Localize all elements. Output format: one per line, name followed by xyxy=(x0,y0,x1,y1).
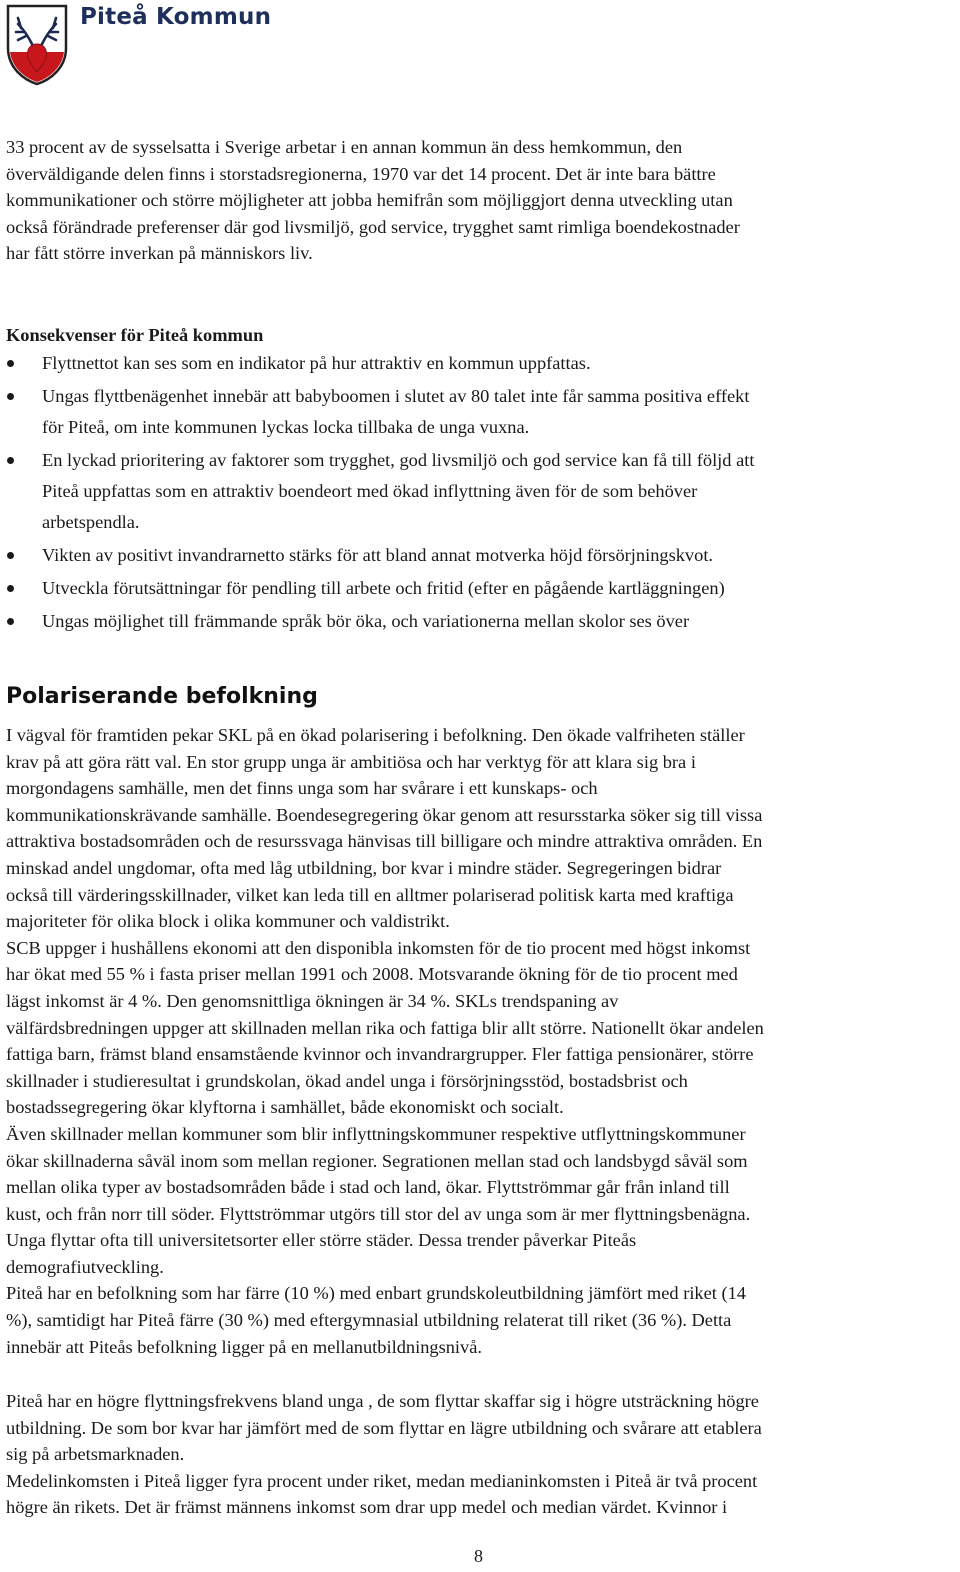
bullet-item xyxy=(0,348,754,379)
text-line: kust, och från norr till söder. Flyttströmmar utgörs till stor del av unga som är mer flyttningsbenägna. xyxy=(6,1203,751,1224)
text-line: sig på arbetsmarknaden. xyxy=(6,1444,185,1465)
text-line: har fått större inverkan på människors liv. xyxy=(6,243,313,264)
page-header xyxy=(0,0,960,92)
text-line: innebär att Piteås befolkning ligger på en mellanutbildningsnivå. xyxy=(6,1336,483,1357)
bullet-item xyxy=(0,573,754,604)
text-line: bostadssegregering ökar klyftorna i samhället, både ekonomiskt och socialt. xyxy=(6,1097,564,1118)
text-line: kommunikationer och större möjligheter att jobba hemifrån som möjliggjort denna utveckling utan xyxy=(6,190,733,211)
section-body-continued xyxy=(6,1388,762,1521)
bullet-text-line: Ungas möjlighet till främmande språk bör öka, och variationerna mellan skolor ses över xyxy=(42,611,690,631)
bullet-text-line: arbetspendla. xyxy=(42,512,140,532)
text-line: överväldigande delen finns i storstadsregionerna, 1970 var det 14 procent. Det är inte bara bättre xyxy=(6,163,716,184)
brand-name: Piteå Kommun xyxy=(80,4,272,30)
bullet-text-line: Ungas flyttbenägenhet innebär att babyboomen i slutet av 80 talet inte får samma positiva effekt xyxy=(42,386,750,406)
section-body xyxy=(6,722,764,1360)
text-line: attraktiva bostadsområden och de resurssvaga hänvisas till billigare och mindre attraktiva områden. En xyxy=(6,831,763,852)
bullet-item xyxy=(0,606,754,637)
text-line: också till värderingsskillnader, vilket kan leda till en alltmer polariserad politisk karta med kraftiga xyxy=(6,884,734,905)
text-line: majoriteter för olika block i olika kommuner och valdistrikt. xyxy=(6,911,450,932)
text-line: Även skillnader mellan kommuner som blir inflyttningskommuner respektive utflyttningskommuner xyxy=(6,1123,746,1144)
text-line: demografiutveckling. xyxy=(6,1256,164,1277)
text-line: %), samtidigt har Piteå färre (30 %) med eftergymnasial utbildning relaterat till riket (36 %). Detta xyxy=(6,1310,732,1331)
bullet-dot-icon xyxy=(7,360,14,367)
konsekvenser-list xyxy=(0,348,754,639)
bullet-dot-icon xyxy=(7,457,14,464)
bullet-item xyxy=(0,381,754,443)
bullet-dot-icon xyxy=(7,585,14,592)
text-line: utbildning. De som bor kvar har jämfört med de som flyttar en lägre utbildning och svårare att etablera xyxy=(6,1417,762,1438)
konsekvenser-heading: Konsekvenser för Piteå kommun xyxy=(6,325,264,345)
bullet-dot-icon xyxy=(7,393,14,400)
section-heading: Polariserande befolkning xyxy=(6,684,318,709)
intro-paragraph xyxy=(6,134,740,267)
text-line: skillnader i studieresultat i grundskolan, ökad andel unga i försörjningsstöd, bostadsbrist och xyxy=(6,1070,688,1091)
text-line: har ökat med 55 % i fasta priser mellan 1991 och 2008. Motsvarande ökning för de tio procent med xyxy=(6,964,738,985)
text-line: ökar skillnaderna såväl inom som mellan regioner. Segrationen mellan stad och landsbygd såväl som xyxy=(6,1150,748,1171)
bullet-text-line: för Piteå, om inte kommunen lyckas locka tillbaka de unga vuxna. xyxy=(42,417,530,437)
text-line: högre än rikets. Det är främst männens inkomst som drar upp medel och median värdet. Kvinnor i xyxy=(6,1497,728,1518)
bullet-item xyxy=(0,540,754,571)
bullet-dot-icon xyxy=(7,618,14,625)
bullet-item xyxy=(0,445,754,538)
bullet-dot-icon xyxy=(7,552,14,559)
text-line: I vägval för framtiden pekar SKL på en ökad polarisering i befolkning. Den ökade valfriheten ställer xyxy=(6,725,745,745)
text-line: Unga flyttar ofta till universitetsorter eller större städer. Dessa trender påverkar Piteås xyxy=(6,1230,637,1251)
text-line: lägst inkomst är 4 %. Den genomsnittliga ökningen är 34 %. SKLs trendspaning av xyxy=(6,990,619,1011)
text-line: Piteå har en befolkning som har färre (10 %) med enbart grundskoleutbildning jämfört med riket (14 xyxy=(6,1283,747,1304)
bullet-text-line: Utveckla förutsättningar för pendling till arbete och fritid (efter en pågående kartläggningen) xyxy=(42,578,725,598)
text-line: Piteå har en högre flyttningsfrekvens bland unga , de som flyttar skaffar sig i högre utsträckning högre xyxy=(6,1391,759,1411)
text-line: 33 procent av de sysselsatta i Sverige arbetar i en annan kommun än dess hemkommun, den xyxy=(6,137,683,157)
text-line: minskad andel ungdomar, ofta med låg utbildning, bor kvar i mindre städer. Segregeringen bidrar xyxy=(6,857,722,878)
reindeer-coat-of-arms-icon xyxy=(4,2,70,86)
bullet-text-line: En lyckad prioritering av faktorer som trygghet, god livsmiljö och god service kan få till följd att xyxy=(42,450,755,470)
text-line: också förändrade preferenser där god livsmiljö, god service, trygghet samt rimliga boendekostnader xyxy=(6,216,740,237)
text-line: krav på att göra rätt val. En stor grupp unga är ambitiösa och har verktyg för att klara sig bra i xyxy=(6,751,696,772)
bullet-text-line: Flyttnettot kan ses som en indikator på hur attraktiv en kommun uppfattas. xyxy=(42,353,591,373)
text-line: fattiga barn, främst bland ensamstående kvinnor och invandrargrupper. Fler fattiga pensionärer, större xyxy=(6,1044,754,1065)
text-line: morgondagens samhälle, men det finns unga som har svårare i ett kunskaps- och xyxy=(6,778,598,799)
text-line: Medelinkomsten i Piteå ligger fyra procent under riket, medan medianinkomsten i Piteå är två procent xyxy=(6,1470,758,1491)
page-number: 8 xyxy=(474,1546,483,1566)
text-line: välfärdsbredningen uppger att skillnaden mellan rika och fattiga blir allt större. Nationellt ökar andelen xyxy=(6,1017,764,1038)
text-line: mellan olika typer av bostadsområden både i stad och land, ökar. Flyttströmmar går från inland till xyxy=(6,1177,730,1198)
text-line: SCB uppger i hushållens ekonomi att den disponibla inkomsten för de tio procent med högst inkomst xyxy=(6,937,751,958)
text-line: kommunikationskrävande samhälle. Boendesegregering ökar genom att resursstarka söker sig till vissa xyxy=(6,804,763,825)
bullet-text-line: Piteå uppfattas som en attraktiv boendeort med ökad inflyttning även för de som behöver xyxy=(42,481,698,501)
bullet-text-line: Vikten av positivt invandrarnetto stärks för att bland annat motverka höjd försörjningskvot. xyxy=(42,545,714,565)
